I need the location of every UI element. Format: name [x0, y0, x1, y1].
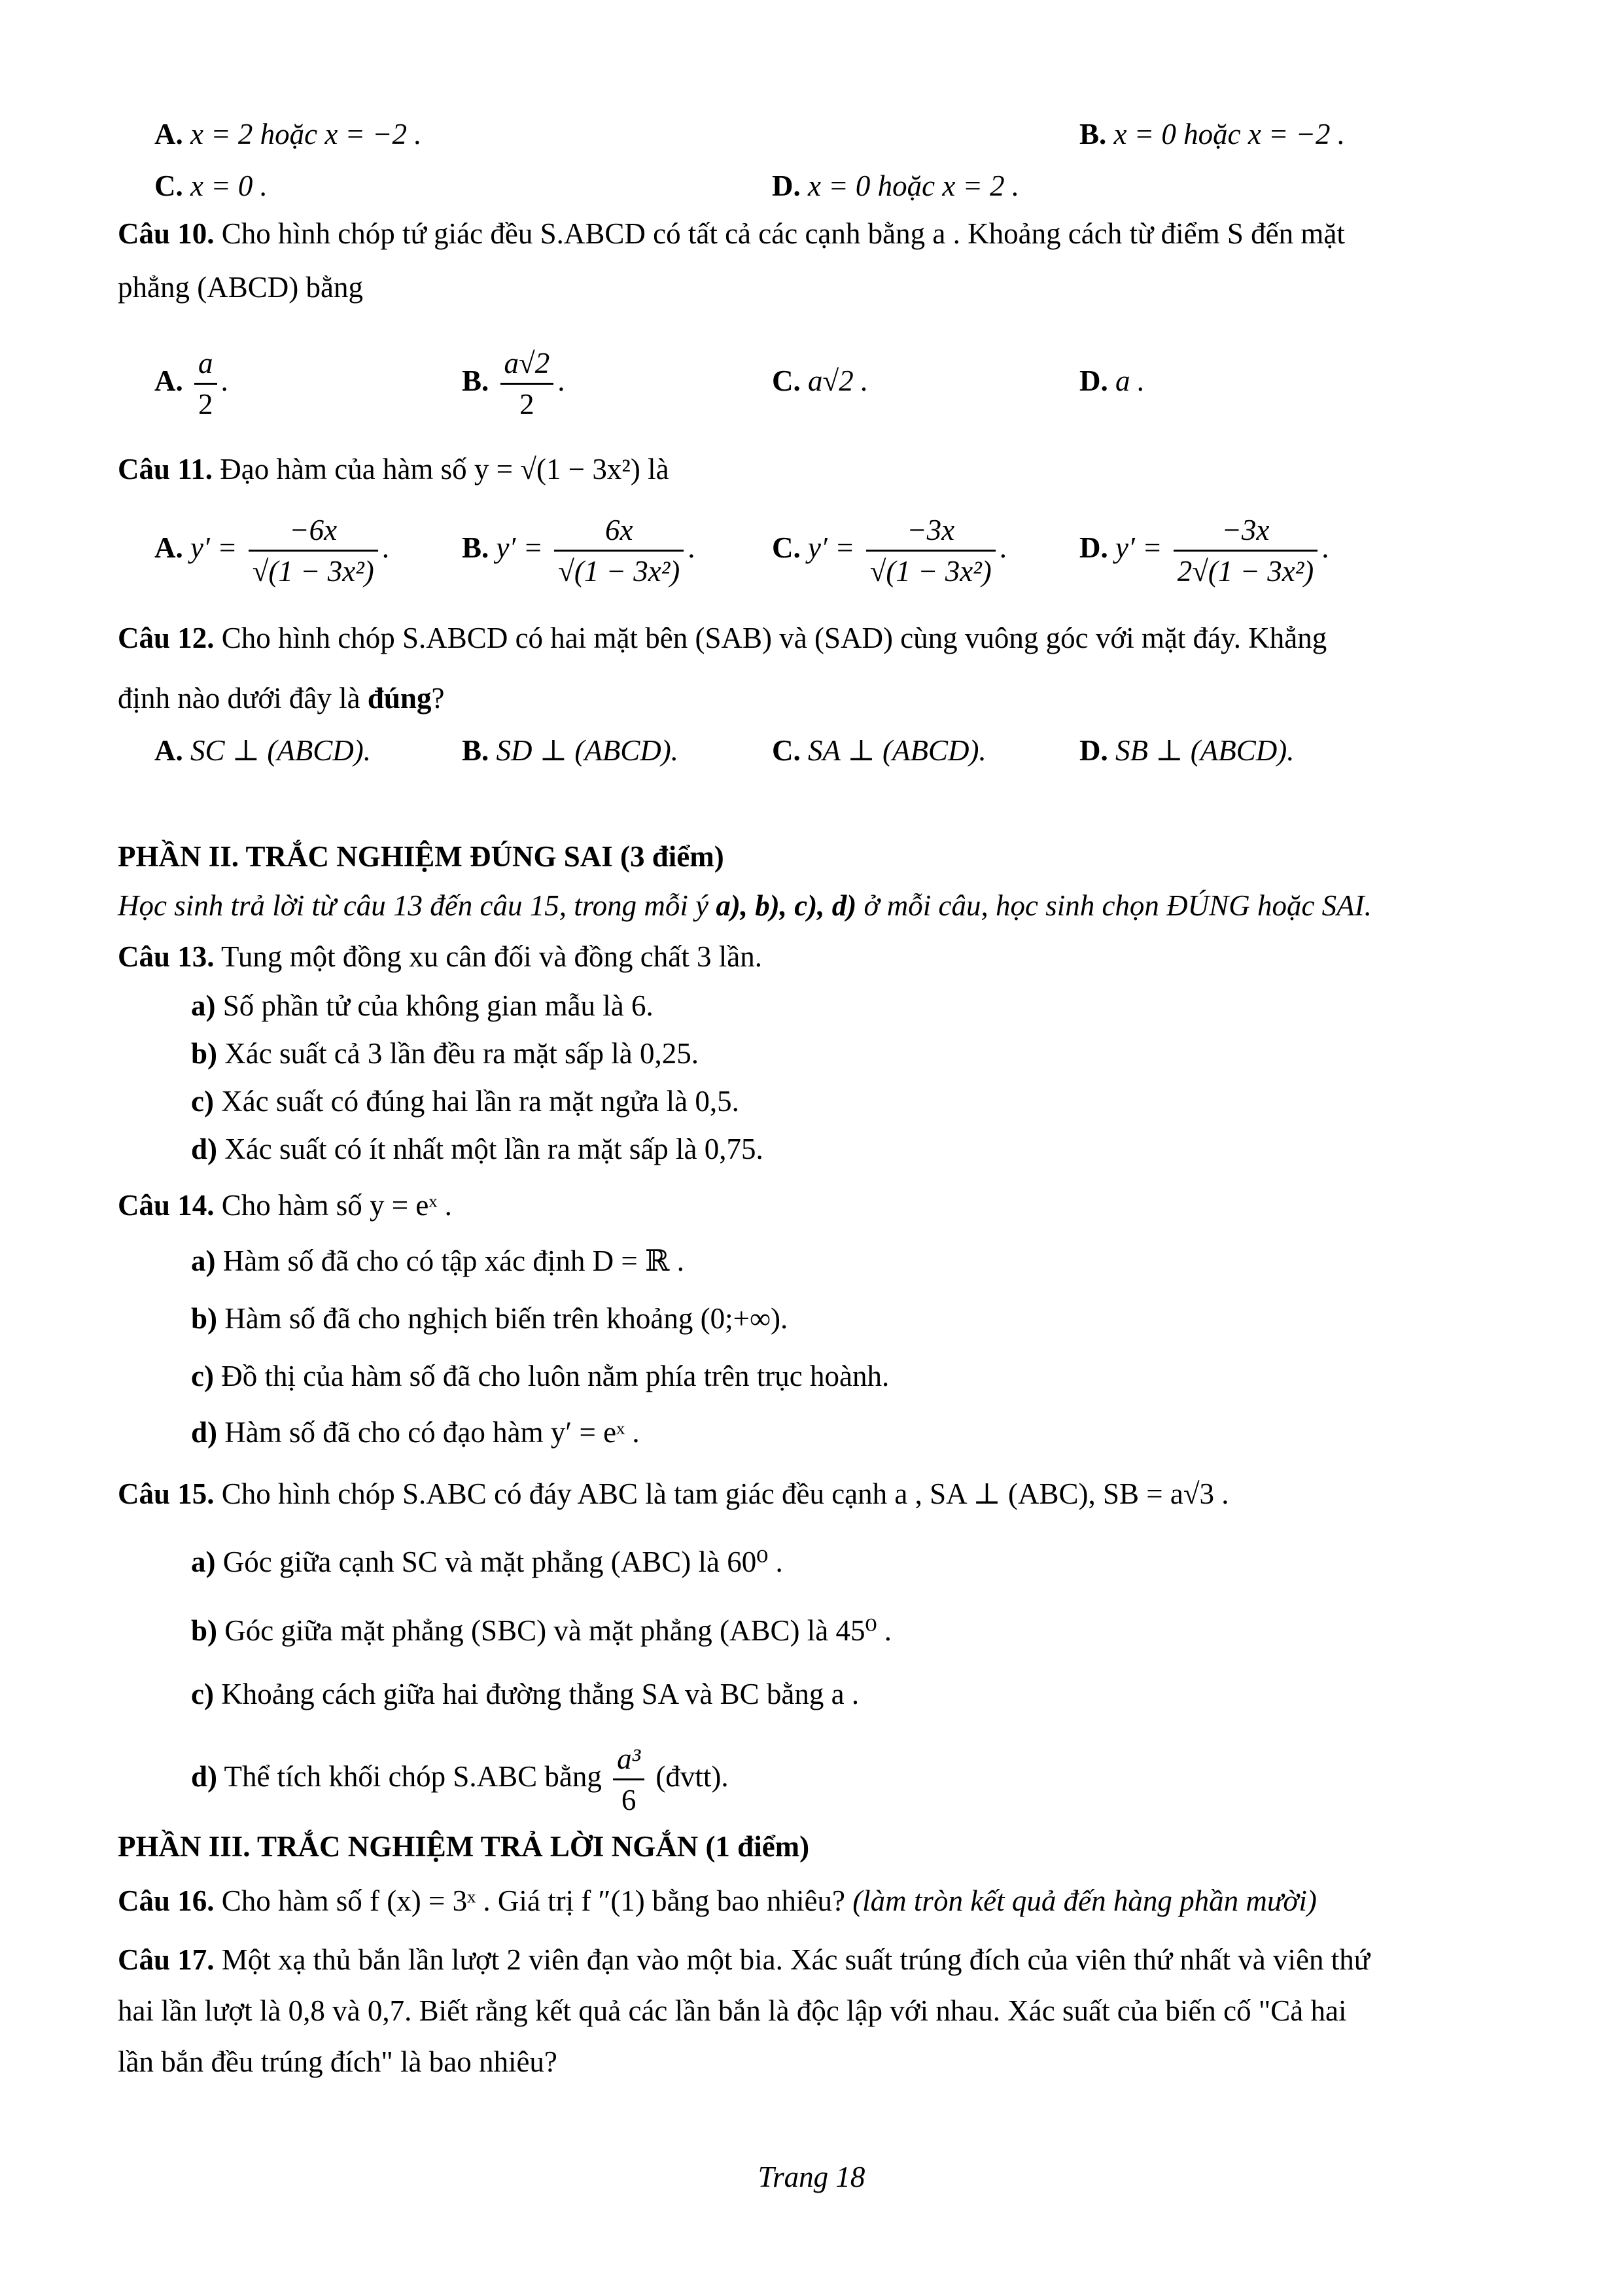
item-text: Xác suất có đúng hai lần ra mặt ngửa là 0,5. — [221, 1085, 739, 1118]
numerator: a³ — [613, 1739, 644, 1780]
numerator: a√2 — [500, 344, 554, 385]
denominator: 2 — [519, 388, 534, 421]
item-text: Hàm số đã cho có đạo hàm y′ = eˣ . — [224, 1416, 640, 1449]
question-text: Đạo hàm của hàm số y = √(1 − 3x²) là — [220, 453, 669, 486]
item-key: c) — [191, 1678, 214, 1710]
q15-item-a — [191, 1544, 783, 1580]
part2-instructions — [118, 888, 1372, 923]
option-text: x = 0 hoặc x = 2 . — [808, 169, 1020, 202]
option-label: A. — [154, 118, 183, 150]
q10-option-c — [772, 363, 868, 398]
q12-option-b — [462, 733, 678, 768]
option-lhs: y′ = — [1115, 531, 1162, 564]
denominator: √(1 − 3x²) — [252, 555, 374, 588]
item-key: d) — [191, 1416, 218, 1449]
q13-item-b — [191, 1036, 699, 1071]
option-text: a√2 . — [808, 364, 869, 397]
q14-item-b — [191, 1301, 788, 1336]
q17-stem-line2: hai lần lượt là 0,8 và 0,7. Biết rằng kết quả các lần bắn là độc lập với nhau. Xác suất của biến cố "Cả hai — [118, 1994, 1347, 2027]
option-label: D. — [772, 169, 801, 202]
item-text: Xác suất có ít nhất một lần ra mặt sấp là 0,75. — [224, 1133, 763, 1165]
item-key: a) — [191, 989, 216, 1022]
numerator: −3x — [1174, 510, 1318, 552]
question-text: định nào dưới đây là — [118, 682, 368, 715]
item-text: Thể tích khối chóp S.ABC bằng — [224, 1760, 602, 1793]
q17-stem-line1 — [118, 1942, 1370, 1977]
fraction — [1174, 510, 1318, 591]
item-text: Góc giữa cạnh SC và mặt phẳng (ABC) là 60⁰ . — [222, 1545, 783, 1578]
numerator: a — [194, 344, 217, 385]
q15-stem — [118, 1476, 1229, 1511]
option-label: A. — [154, 734, 183, 767]
q15-item-d — [191, 1734, 729, 1820]
q14-item-d — [191, 1415, 640, 1450]
fraction — [500, 344, 554, 424]
item-key: d) — [191, 1760, 218, 1793]
item-text: Hàm số đã cho nghịch biến trên khoảng (0;+∞). — [224, 1302, 788, 1335]
fraction — [613, 1739, 644, 1820]
option-label: C. — [154, 169, 183, 202]
instruction-text: ở mỗi câu, học sinh chọn ĐÚNG hoặc SAI. — [856, 889, 1372, 922]
question-text: Cho hình chóp tứ giác đều S.ABCD có tất cả các cạnh bằng a . Khoảng cách từ điểm S đến mặt — [221, 217, 1345, 250]
option-text: a . — [1115, 364, 1145, 397]
item-text: Khoảng cách giữa hai đường thẳng SA và BC bằng a . — [221, 1678, 860, 1710]
question-label: Câu 17. — [118, 1943, 215, 1976]
q15-item-b — [191, 1613, 892, 1648]
option-lhs: y′ = — [190, 531, 237, 564]
q12-stem-line2 — [118, 680, 444, 716]
option-lhs: y′ = — [496, 531, 543, 564]
question-text: Cho hàm số f (x) = 3ˣ . Giá trị f ″(1) bằng bao nhiêu? — [221, 1884, 853, 1917]
question-label: Câu 15. — [118, 1477, 215, 1510]
item-key: b) — [191, 1037, 218, 1070]
question-text: Một xạ thủ bắn lần lượt 2 viên đạn vào một bia. Xác suất trúng đích của viên thứ nhất và viên thứ — [221, 1943, 1370, 1976]
q10-option-d — [1079, 363, 1145, 398]
numerator: 6x — [554, 510, 684, 552]
option-label: B. — [462, 734, 489, 767]
q11-stem — [118, 451, 669, 487]
item-key: b) — [191, 1614, 218, 1647]
part3-title: PHẦN III. TRẮC NGHIỆM TRẢ LỜI NGẮN (1 điểm) — [118, 1830, 810, 1863]
q13-item-d — [191, 1131, 763, 1167]
option-text: SB ⊥ (ABCD). — [1115, 734, 1295, 767]
question-label: Câu 14. — [118, 1189, 215, 1222]
q10-option-a: A. $\frac{a}{2}$ . — [154, 344, 228, 424]
denominator: 2√(1 − 3x²) — [1177, 555, 1314, 588]
q9-option-a — [154, 116, 422, 152]
item-text: Góc giữa mặt phẳng (SBC) và mặt phẳng (ABC) là 45⁰ . — [224, 1614, 892, 1647]
question-text: phẳng (ABCD) bằng — [118, 271, 363, 304]
option-text: SD ⊥ (ABCD). — [496, 734, 679, 767]
option-text: x = 2 hoặc x = −2 . — [190, 118, 422, 150]
item-text: Số phần tử của không gian mẫu là 6. — [222, 989, 654, 1022]
item-text: Hàm số đã cho có tập xác định D = ℝ . — [222, 1245, 684, 1277]
item-key: c) — [191, 1360, 214, 1392]
question-text: Cho hình chóp S.ABCD có hai mặt bên (SAB) và (SAD) cùng vuông góc với mặt đáy. Khẳng — [221, 622, 1327, 654]
question-note: (làm tròn kết quả đến hàng phần mười) — [852, 1884, 1317, 1917]
page-number: Trang 18 — [758, 2161, 865, 2193]
instruction-emphasis: a), b), c), d) — [716, 889, 857, 922]
option-text: SA ⊥ (ABCD). — [808, 734, 986, 767]
q10-option-b: B. $\frac{a√2}{2}$ . — [462, 344, 565, 424]
question-text: Tung một đồng xu cân đối và đồng chất 3 lần. — [220, 940, 762, 973]
option-label: C. — [772, 364, 801, 397]
q14-item-c — [191, 1358, 889, 1394]
question-label: Câu 16. — [118, 1884, 215, 1917]
q12-option-a — [154, 733, 371, 768]
q11-option-c: C. y′ = $\frac{-3x}{\text{√(1 − 3x²)}}$ . — [772, 510, 1007, 591]
denominator: √(1 − 3x²) — [869, 555, 992, 588]
question-label: Câu 10. — [118, 217, 215, 250]
fraction — [866, 510, 996, 591]
q17-stem-line3: lần bắn đều trúng đích" là bao nhiêu? — [118, 2045, 557, 2078]
question-text: Cho hàm số y = eˣ . — [221, 1189, 452, 1222]
q11-option-b: B. y′ = $\frac{6x}{\text{√(1 − 3x²)}}$ . — [462, 510, 695, 591]
option-label: C. — [772, 734, 801, 767]
option-text: x = 0 hoặc x = −2 . — [1113, 118, 1346, 150]
item-key: a) — [191, 1545, 216, 1578]
option-label: B. — [462, 531, 489, 564]
part2-title: PHẦN II. TRẮC NGHIỆM ĐÚNG SAI (3 điểm) — [118, 840, 724, 873]
question-label: Câu 11. — [118, 453, 213, 486]
q11-option-d: D. y′ = $\frac{-3x}{\text{2√(1 − 3x²)}}$ . — [1079, 510, 1329, 591]
option-text: x = 0 . — [190, 169, 268, 202]
option-label: A. — [154, 531, 183, 564]
option-text: SC ⊥ (ABCD). — [190, 734, 372, 767]
option-label: B. — [462, 364, 489, 397]
item-key: b) — [191, 1302, 218, 1335]
question-text: Cho hình chóp S.ABC có đáy ABC là tam giác đều cạnh a , SA ⊥ (ABC), SB = a√3 . — [221, 1477, 1229, 1510]
q13-item-a — [191, 988, 654, 1023]
item-text: Xác suất cả 3 lần đều ra mặt sấp là 0,25. — [224, 1037, 699, 1070]
question-text: ? — [431, 682, 445, 715]
denominator: 6 — [621, 1784, 637, 1817]
denominator: √(1 − 3x²) — [558, 555, 680, 588]
option-label: D. — [1079, 364, 1108, 397]
q9-option-b — [1079, 116, 1345, 152]
q13-stem — [118, 939, 762, 974]
option-label: A. — [154, 364, 183, 397]
item-text: (đvtt). — [655, 1760, 729, 1793]
fraction — [249, 510, 378, 591]
question-label: Câu 12. — [118, 622, 215, 654]
q12-option-d — [1079, 733, 1295, 768]
option-label: B. — [1079, 118, 1107, 150]
q16-stem — [118, 1883, 1317, 1918]
option-lhs: y′ = — [808, 531, 855, 564]
denominator: 2 — [198, 388, 213, 421]
numerator: −6x — [249, 510, 378, 552]
fraction — [554, 510, 684, 591]
q9-option-c — [154, 168, 268, 203]
question-label: Câu 13. — [118, 940, 215, 973]
q14-stem — [118, 1188, 452, 1223]
q13-item-c — [191, 1084, 739, 1119]
q12-stem-line1 — [118, 620, 1327, 656]
q11-option-a: A. y′ = $\frac{-6x}{\text{√(1 − 3x²)}}$ . — [154, 510, 389, 591]
emphasis: đúng — [367, 682, 432, 715]
item-key: a) — [191, 1245, 216, 1277]
item-text: Đồ thị của hàm số đã cho luôn nằm phía trên trục hoành. — [221, 1360, 890, 1392]
q10-stem-line1 — [118, 216, 1345, 251]
option-label: D. — [1079, 734, 1108, 767]
instruction-text: Học sinh trả lời từ câu 13 đến câu 15, trong mỗi ý — [118, 889, 716, 922]
q14-item-a — [191, 1243, 684, 1279]
item-key: c) — [191, 1085, 214, 1118]
q9-option-d — [772, 168, 1019, 203]
q12-option-c — [772, 733, 986, 768]
option-label: C. — [772, 531, 801, 564]
numerator: −3x — [866, 510, 996, 552]
fraction — [194, 344, 217, 424]
q15-item-c — [191, 1676, 859, 1712]
item-key: d) — [191, 1133, 218, 1165]
q10-stem-line2 — [118, 270, 363, 305]
option-label: D. — [1079, 531, 1108, 564]
